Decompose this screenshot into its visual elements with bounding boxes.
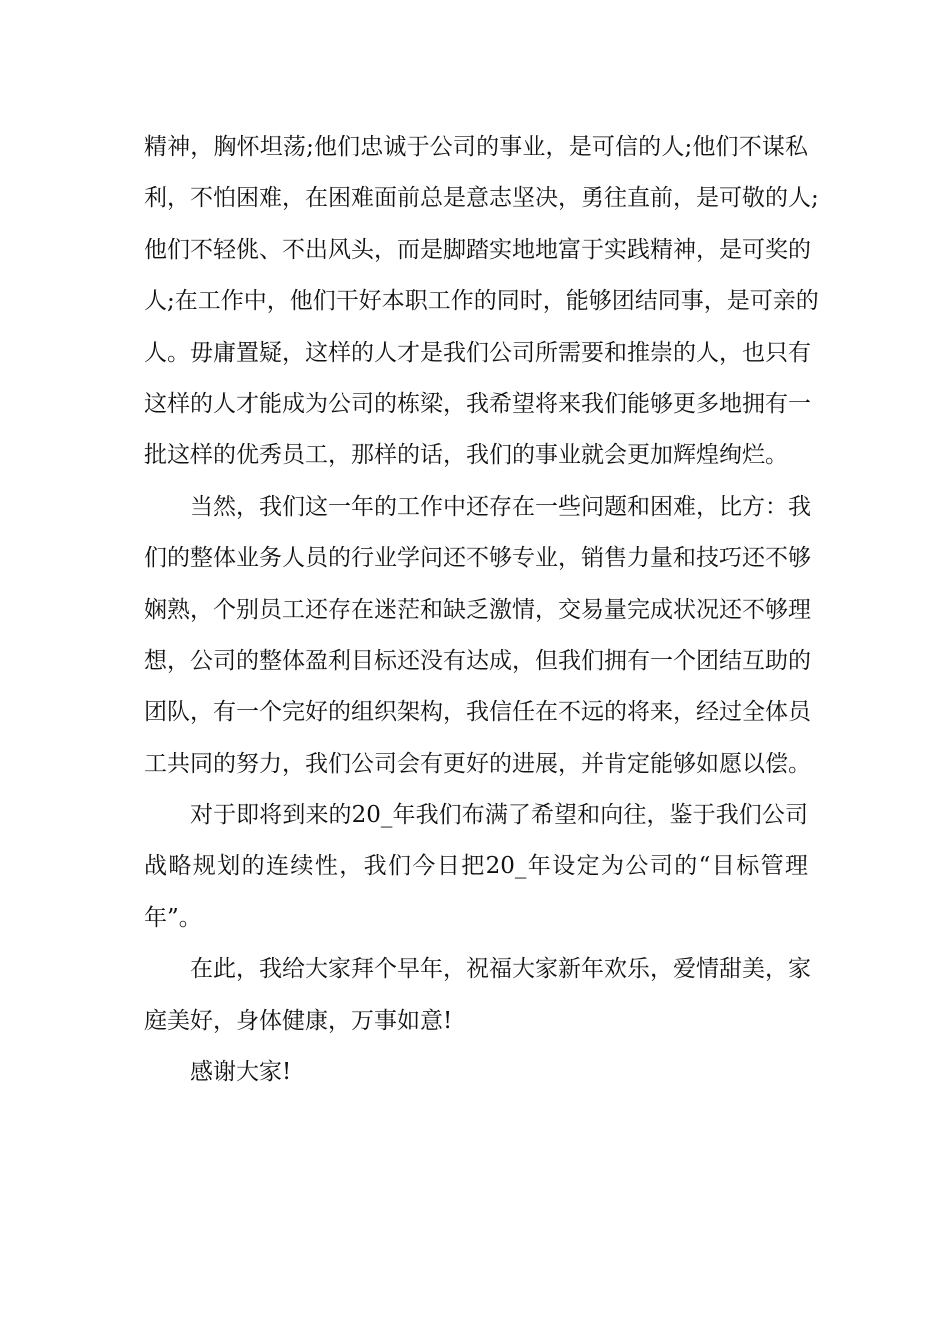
paragraph-line: 战略规划的连续性，我们今日把20_年设定为公司的“目标管理 xyxy=(144,853,808,880)
paragraph-line: 对于即将到来的20_年我们布满了希望和向往，鉴于我们公司 xyxy=(190,802,808,829)
paragraph-line: 工共同的努力，我们公司会有更好的进展，并肯定能够如愿以偿。 xyxy=(144,750,811,777)
paragraph-1 xyxy=(144,122,819,482)
paragraph-line: 人。毋庸置疑，这样的人才是我们公司所需要和推崇的人，也只有 xyxy=(144,339,811,366)
paragraph-3 xyxy=(144,790,808,944)
paragraph-line: 庭美好，身体健康，万事如意! xyxy=(144,1007,453,1034)
paragraph-line: 在此，我给大家拜个早年，祝福大家新年欢乐，爱情甜美，家 xyxy=(190,956,811,983)
paragraph-line: 感谢大家! xyxy=(190,1059,292,1086)
paragraph-line: 想，公司的整体盈利目标还没有达成，但我们拥有一个团结互助的 xyxy=(144,647,811,674)
paragraph-line: 们的整体业务人员的行业学问还不够专业，销售力量和技巧还不够 xyxy=(144,545,811,572)
document-body xyxy=(144,122,819,1098)
paragraph-line: 精神，胸怀坦荡;他们忠诚于公司的事业，是可信的人;他们不谋私 xyxy=(144,134,808,160)
paragraph-line: 年”。 xyxy=(144,904,202,931)
paragraph-line: 人;在工作中，他们干好本职工作的同时，能够团结同事，是可亲的 xyxy=(144,288,819,315)
paragraph-line: 团队，有一个完好的组织架构，我信任在不远的将来，经过全体员 xyxy=(144,699,811,726)
paragraph-4 xyxy=(144,944,811,1047)
paragraph-line: 当然，我们这一年的工作中还存在一些问题和困难，比方：我 xyxy=(190,493,811,520)
paragraph-5 xyxy=(144,1047,808,1098)
paragraph-line: 他们不轻佻、不出风头，而是脚踏实地地富于实践精神，是可奖的 xyxy=(144,236,811,263)
paragraph-line: 利，不怕困难，在困难面前总是意志坚决，勇往直前，是可敬的人; xyxy=(144,185,819,212)
paragraph-line: 这样的人才能成为公司的栋梁，我希望将来我们能够更多地拥有一 xyxy=(144,390,811,417)
paragraph-line: 批这样的优秀员工，那样的话，我们的事业就会更加辉煌绚烂。 xyxy=(144,442,788,469)
paragraph-2 xyxy=(144,482,811,790)
paragraph-line: 娴熟，个别员工还存在迷茫和缺乏激情，交易量完成状况还不够理 xyxy=(144,596,811,623)
